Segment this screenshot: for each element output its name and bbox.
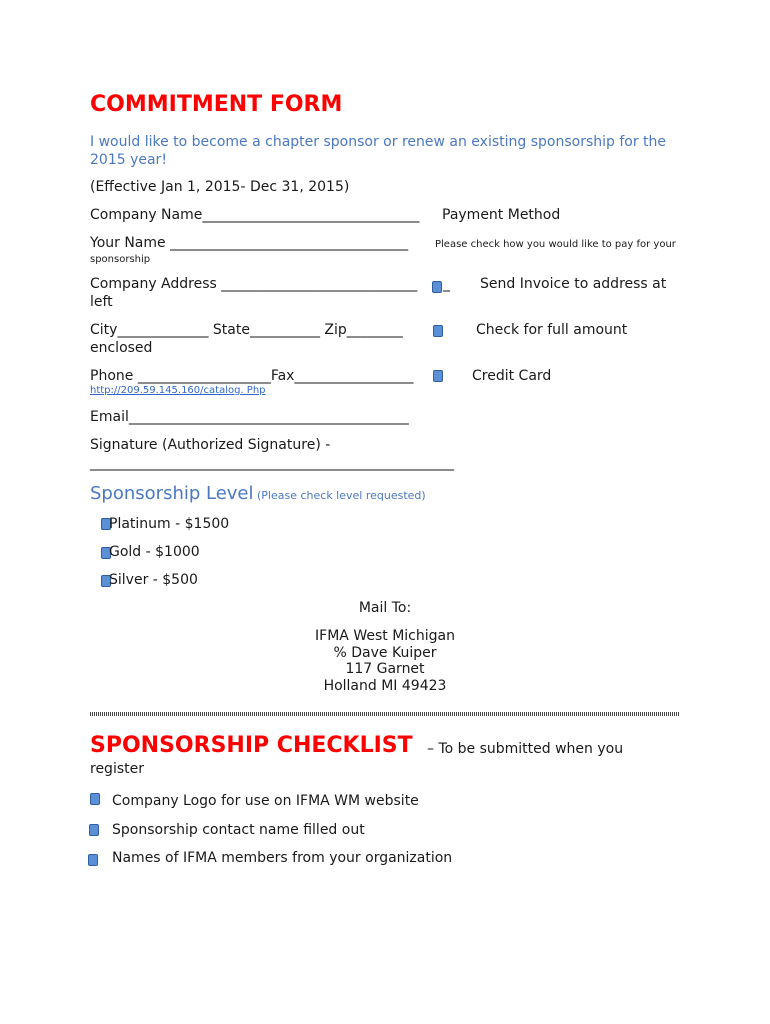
enclosed-wrap-text: enclosed <box>90 340 153 356</box>
phone-fax-field[interactable]: Phone ___________________Fax_________________ <box>90 368 414 384</box>
members-checkbox[interactable] <box>88 854 98 866</box>
invoice-checkbox[interactable] <box>432 281 442 293</box>
checklist-item-logo: Company Logo for use on IFMA WM website <box>112 793 419 809</box>
signature-label: Signature (Authorized Signature) - <box>90 437 331 453</box>
credit-card-checkbox[interactable] <box>433 370 443 382</box>
contact-checkbox[interactable] <box>89 824 99 836</box>
company-address-field[interactable]: Company Address ____________________________ <box>90 276 418 292</box>
sponsorship-level-heading: Sponsorship Level <box>90 483 254 504</box>
company-name-field[interactable]: Company Name_______________________________ <box>90 207 420 223</box>
logo-checkbox[interactable] <box>90 793 100 805</box>
mail-line: 117 Garnet <box>345 661 425 677</box>
payment-option-check: Check for full amount <box>476 322 628 338</box>
catalog-link[interactable]: http://209.59.145.160/catalog. Php <box>90 385 266 396</box>
check-checkbox[interactable] <box>433 325 443 337</box>
mail-line: % Dave Kuiper <box>333 645 437 661</box>
checklist-item-contact: Sponsorship contact name filled out <box>112 822 365 838</box>
payment-option-credit-card: Credit Card <box>472 368 552 384</box>
company-address-tail: _ <box>443 276 450 292</box>
page-title: COMMITMENT FORM <box>90 92 343 117</box>
payment-option-invoice: Send Invoice to address at <box>480 276 667 292</box>
level-option-platinum: Platinum - $1500 <box>109 516 230 532</box>
level-option-gold: Gold - $1000 <box>109 544 200 560</box>
sponsorship-level-note: (Please check level requested) <box>257 489 426 502</box>
effective-dates: (Effective Jan 1, 2015- Dec 31, 2015) <box>90 179 350 195</box>
checklist-title: SPONSORSHIP CHECKLIST <box>90 733 413 758</box>
your-name-field[interactable]: Your Name __________________________________ <box>90 235 409 251</box>
mail-to-label: Mail To: <box>358 600 412 616</box>
payment-method-heading: Payment Method <box>442 207 561 223</box>
mail-line: Holland MI 49423 <box>323 678 447 694</box>
intro-text: I would like to become a chapter sponsor or renew an existing sponsorship for the 2015 year! <box>90 134 667 168</box>
mail-line: IFMA West Michigan <box>315 628 455 644</box>
signature-line[interactable]: ____________________________________________________ <box>90 455 454 471</box>
city-state-zip-field[interactable]: City_____________ State__________ Zip________ <box>90 322 403 338</box>
divider <box>90 712 680 716</box>
checklist-suffix: – To be submitted when you <box>427 741 624 757</box>
checklist-suffix-wrap: register <box>90 761 144 777</box>
address-wrap-text: left <box>90 294 113 310</box>
checklist-item-members: Names of IFMA members from your organization <box>112 850 453 866</box>
level-option-silver: Silver - $500 <box>109 572 198 588</box>
email-field[interactable]: Email________________________________________ <box>90 409 409 425</box>
payment-note: Please check how you would like to pay for your <box>435 239 676 250</box>
payment-note-wrap: sponsorship <box>90 254 151 265</box>
